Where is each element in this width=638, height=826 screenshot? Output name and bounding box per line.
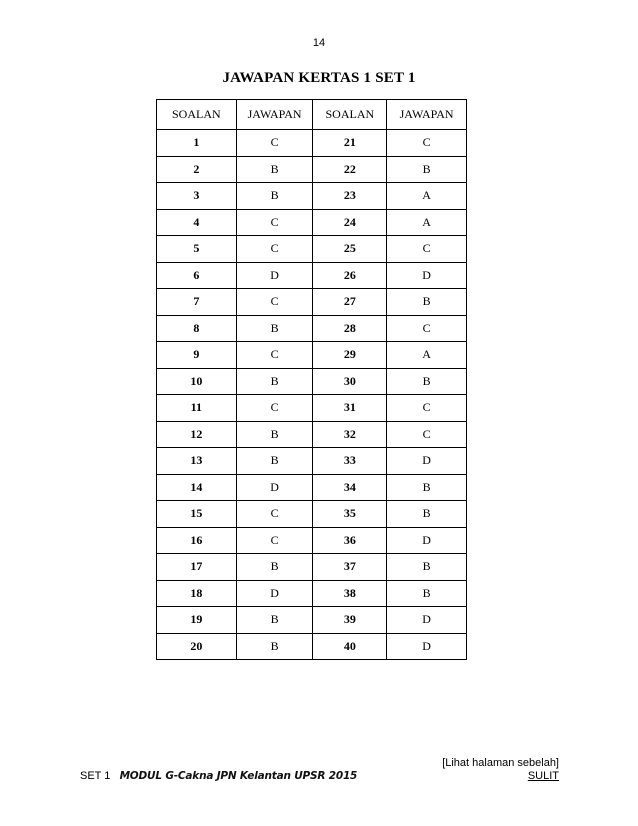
table-row [157,183,467,210]
question-number-cell: 18 [157,580,237,607]
footer-module-name: MODUL G-Cakna JPN Kelantan UPSR 2015 [119,770,358,782]
answer-cell: B [236,554,313,581]
answer-cell: C [236,342,313,369]
answer-cell: D [387,633,467,660]
question-number-cell: 10 [157,368,237,395]
question-number-cell: 9 [157,342,237,369]
table-row [157,527,467,554]
question-number-cell: 40 [313,633,387,660]
footer-classification: SULIT [527,770,559,782]
answer-cell: B [236,183,313,210]
question-number-cell: 11 [157,395,237,422]
question-number-cell: 12 [157,421,237,448]
answer-cell: D [236,262,313,289]
table-row [157,315,467,342]
answer-cell: C [236,236,313,263]
question-number-cell: 25 [313,236,387,263]
answer-cell: B [236,633,313,660]
question-number-cell: 22 [313,156,387,183]
answer-cell: C [387,130,467,157]
footer-module [80,770,357,782]
answer-cell: A [387,183,467,210]
header-soalan: SOALAN [313,100,387,130]
answer-cell: B [387,501,467,528]
question-number-cell: 1 [157,130,237,157]
answer-cell: B [387,289,467,316]
answer-table-body [157,130,467,660]
question-number-cell: 13 [157,448,237,475]
question-number-cell: 30 [313,368,387,395]
question-number-cell: 23 [313,183,387,210]
answer-cell: B [236,448,313,475]
answer-cell: C [236,395,313,422]
table-row [157,395,467,422]
table-row [157,421,467,448]
question-number-cell: 2 [157,156,237,183]
table-row [157,342,467,369]
header-soalan: SOALAN [157,100,237,130]
question-number-cell: 39 [313,607,387,634]
answer-cell: B [387,580,467,607]
question-number-cell: 26 [313,262,387,289]
header-jawapan: JAWAPAN [236,100,313,130]
answer-cell: B [387,474,467,501]
answer-cell: D [387,262,467,289]
question-number-cell: 24 [313,209,387,236]
answer-cell: B [236,607,313,634]
answer-cell: B [387,368,467,395]
answer-cell: C [236,527,313,554]
table-row [157,368,467,395]
question-number-cell: 27 [313,289,387,316]
answer-cell: B [236,368,313,395]
answer-cell: D [387,527,467,554]
question-number-cell: 17 [157,554,237,581]
question-number-cell: 20 [157,633,237,660]
question-number-cell: 36 [313,527,387,554]
question-number-cell: 37 [313,554,387,581]
answer-cell: A [387,342,467,369]
table-row [157,501,467,528]
table-row [157,633,467,660]
question-number-cell: 35 [313,501,387,528]
table-row [157,289,467,316]
question-number-cell: 31 [313,395,387,422]
answer-cell: A [387,209,467,236]
table-row [157,156,467,183]
page-number: 14 [312,37,326,49]
question-number-cell: 16 [157,527,237,554]
answer-cell: B [387,156,467,183]
answer-cell: B [236,156,313,183]
question-number-cell: 34 [313,474,387,501]
question-number-cell: 14 [157,474,237,501]
question-number-cell: 28 [313,315,387,342]
answer-cell: C [236,289,313,316]
answer-cell: C [236,130,313,157]
answer-cell: B [387,554,467,581]
answer-cell: B [236,421,313,448]
answer-cell: D [236,474,313,501]
footer-set-label: SET 1 [80,770,111,782]
question-number-cell: 8 [157,315,237,342]
answer-cell: C [387,421,467,448]
table-header-row [157,100,467,130]
table-row [157,236,467,263]
answer-cell: B [236,315,313,342]
table-row [157,554,467,581]
answer-cell: C [236,209,313,236]
answer-table [156,99,467,660]
question-number-cell: 3 [157,183,237,210]
answer-cell: C [387,395,467,422]
page-title: JAWAPAN KERTAS 1 SET 1 [222,70,416,86]
answer-cell: C [387,315,467,342]
table-row [157,607,467,634]
question-number-cell: 5 [157,236,237,263]
question-number-cell: 4 [157,209,237,236]
question-number-cell: 21 [313,130,387,157]
answer-cell: C [236,501,313,528]
answer-cell: D [387,448,467,475]
table-row [157,448,467,475]
question-number-cell: 33 [313,448,387,475]
question-number-cell: 29 [313,342,387,369]
table-row [157,474,467,501]
question-number-cell: 15 [157,501,237,528]
table-row [157,262,467,289]
question-number-cell: 6 [157,262,237,289]
table-row [157,580,467,607]
next-page-note: [Lihat halaman sebelah] [442,757,559,769]
question-number-cell: 7 [157,289,237,316]
table-row [157,209,467,236]
question-number-cell: 19 [157,607,237,634]
answer-cell: D [387,607,467,634]
question-number-cell: 32 [313,421,387,448]
answer-cell: C [387,236,467,263]
header-jawapan: JAWAPAN [387,100,467,130]
question-number-cell: 38 [313,580,387,607]
answer-cell: D [236,580,313,607]
table-row [157,130,467,157]
